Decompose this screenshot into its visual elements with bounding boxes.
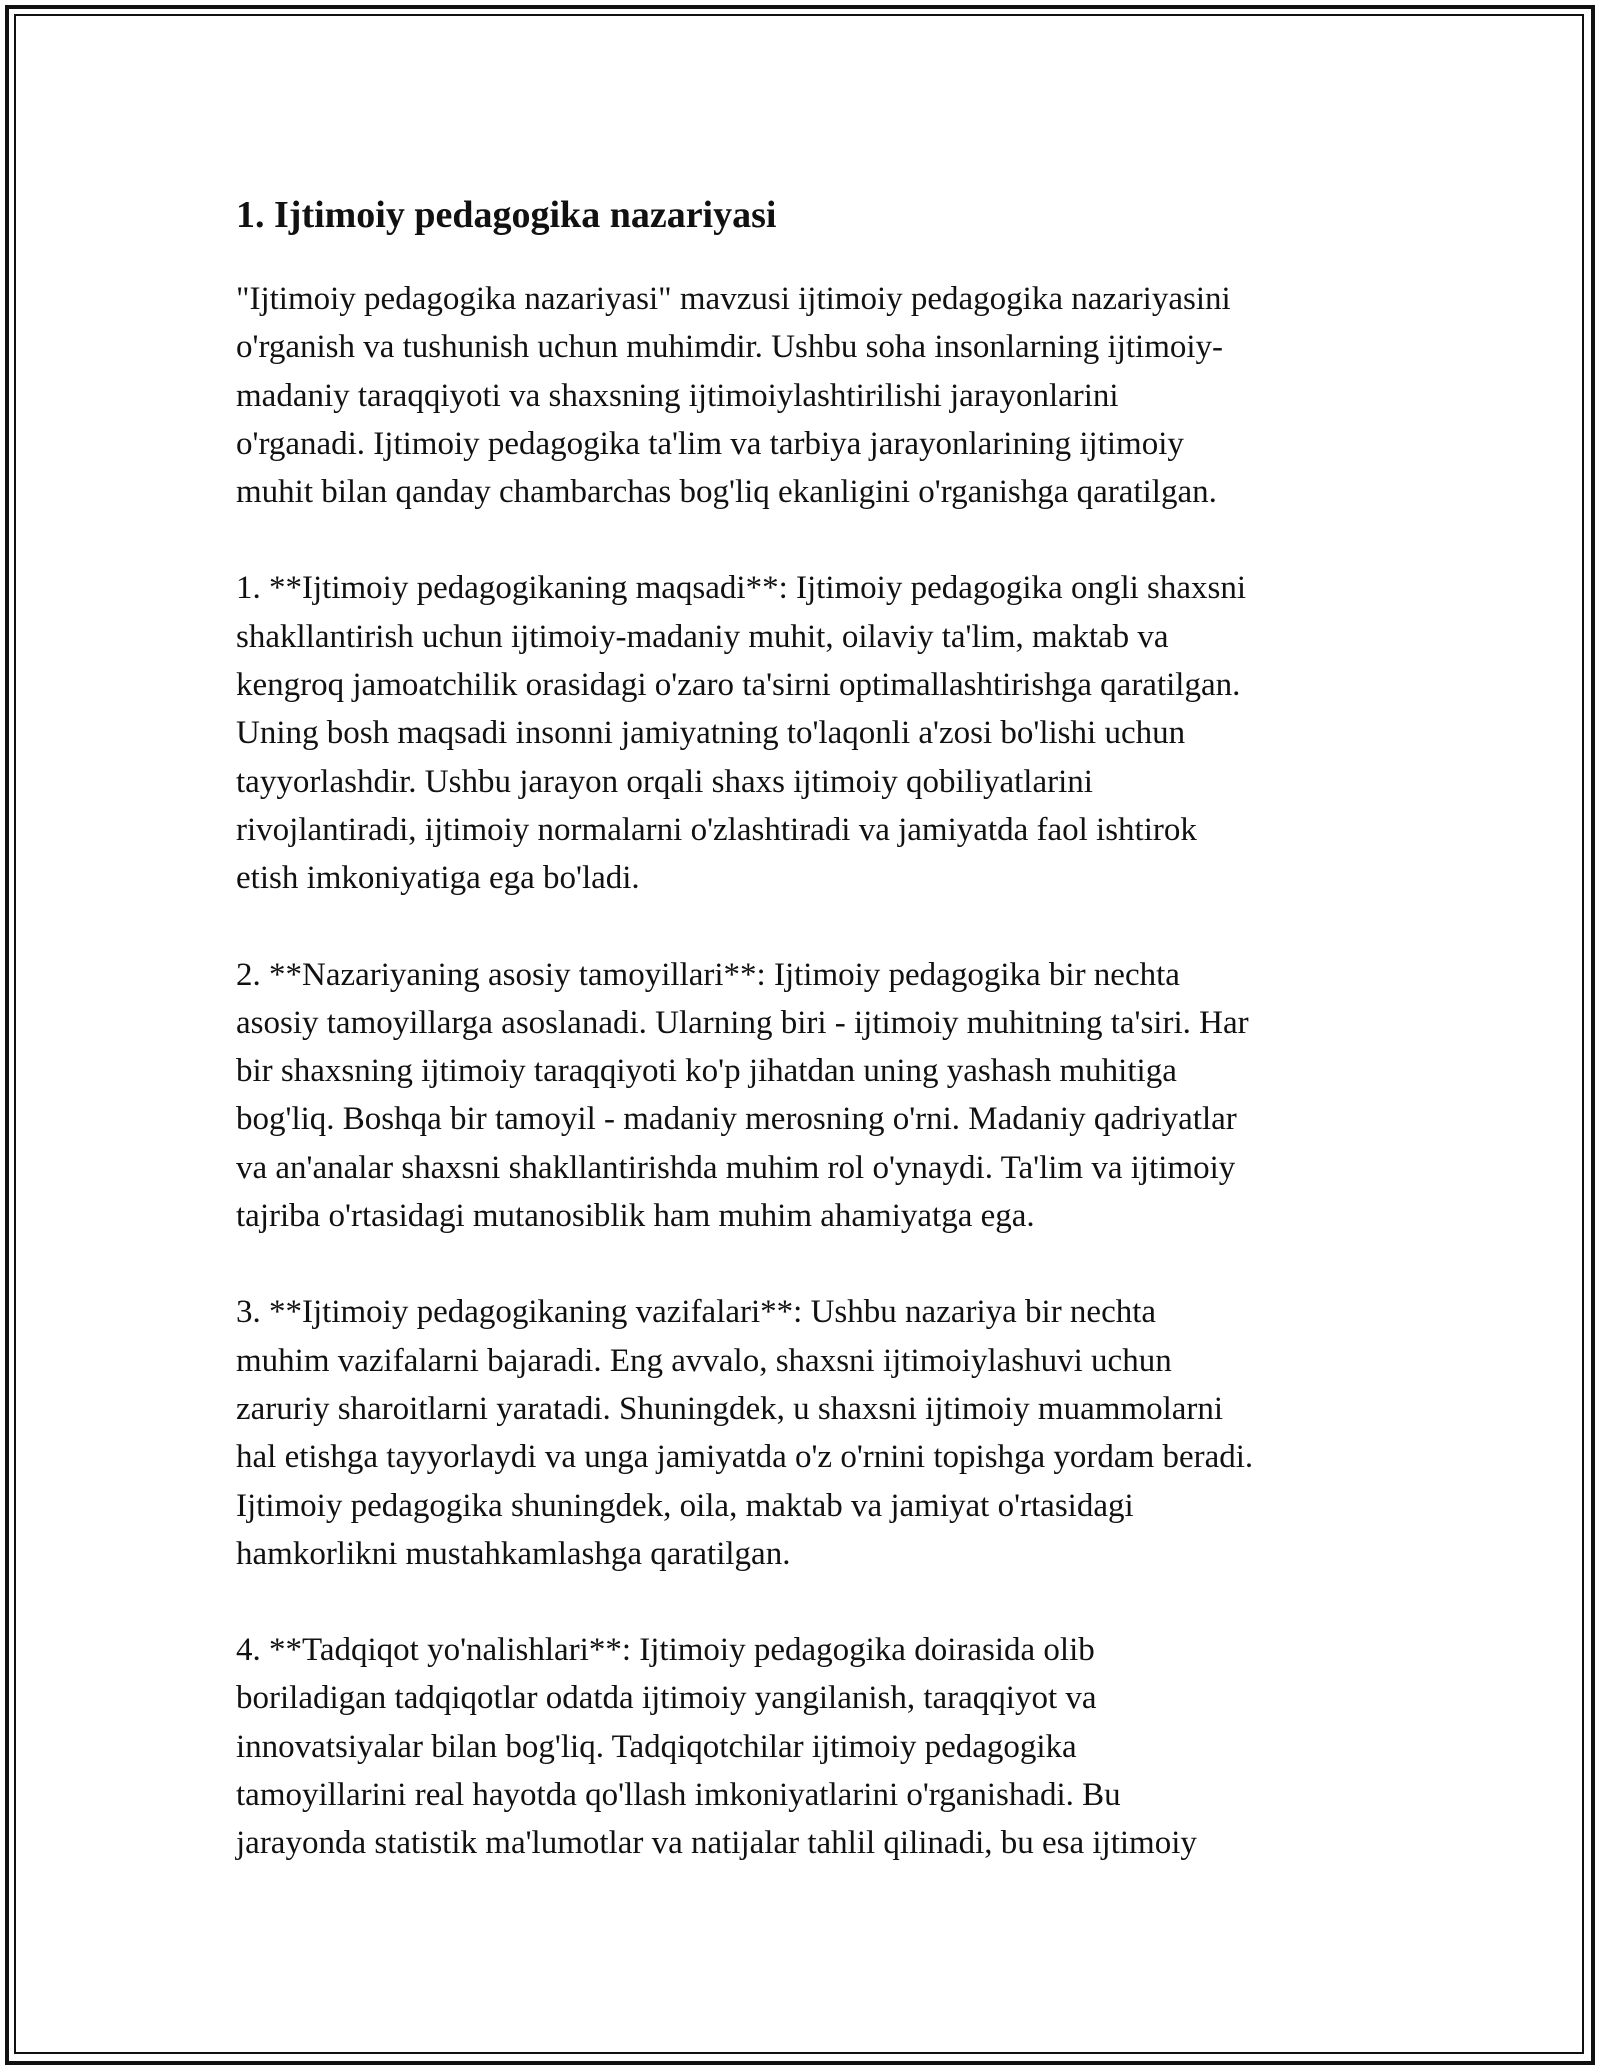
text-line: boriladigan tadqiqotlar odatda ijtimoiy yangilanish, taraqqiyot va [236,1680,1097,1717]
section-2-paragraph [236,951,1376,1241]
text-line: shakllantirish uchun ijtimoiy-madaniy muhit, oilaviy ta'lim, maktab va [236,618,1169,655]
text-line: rivojlantiradi, ijtimoiy normalarni o'zlashtiradi va jamiyatda faol ishtirok [236,811,1197,848]
document-title: 1. Ijtimoiy pedagogika nazariyasi [236,194,777,236]
section-4-paragraph [236,1626,1376,1867]
document-body [236,185,1376,1916]
text-line: hamkorlikni mustahkamlashga qaratilgan. [236,1535,791,1572]
text-line: asosiy tamoyillarga asoslanadi. Ularning biri - ijtimoiy muhitning ta'siri. Har [236,1004,1249,1041]
text-line: zaruriy sharoitlarni yaratadi. Shuningdek, u shaxsni ijtimoiy muammolarni [236,1390,1224,1427]
text-line: o'rganadi. Ijtimoiy pedagogika ta'lim va tarbiya jarayonlarining ijtimoiy [236,425,1184,462]
text-line: bir shaxsning ijtimoiy taraqqiyoti ko'p jihatdan uning yashash muhitiga [236,1053,1177,1090]
text-line: hal etishga tayyorlaydi va unga jamiyatda o'z o'rnini topishga yordam beradi. [236,1439,1254,1476]
text-line: tayyorlashdir. Ushbu jarayon orqali shaxs ijtimoiy qobiliyatlarini [236,763,1093,800]
text-line: kengroq jamoatchilik orasidagi o'zaro ta'sirni optimallashtirishga qaratilgan. [236,667,1241,704]
text-line: bog'liq. Boshqa bir tamoyil - madaniy merosning o'rni. Madaniy qadriyatlar [236,1101,1237,1138]
text-line: tamoyillarini real hayotda qo'llash imkoniyatlarini o'rganishadi. Bu [236,1777,1121,1814]
text-line: "Ijtimoiy pedagogika nazariyasi" mavzusi ijtimoiy pedagogika nazariyasini [236,281,1231,317]
text-line: tajriba o'rtasidagi mutanosiblik ham muhim ahamiyatga ega. [236,1198,1035,1235]
intro-paragraph [236,275,1376,516]
text-line: innovatsiyalar bilan bog'liq. Tadqiqotchilar ijtimoiy pedagogika [236,1728,1077,1765]
section-1-paragraph [236,564,1376,902]
text-line: 4. **Tadqiqot yo'nalishlari**: Ijtimoiy pedagogika doirasida olib [236,1632,1095,1669]
text-line: jarayonda statistik ma'lumotlar va natijalar tahlil qilinadi, bu esa ijtimoiy [236,1825,1197,1862]
text-line: o'rganish va tushunish uchun muhimdir. Ushbu soha insonlarning ijtimoiy- [236,329,1224,366]
text-line: 3. **Ijtimoiy pedagogikaning vazifalari**: Ushbu nazariya bir nechta [236,1294,1157,1331]
text-line: Uning bosh maqsadi insonni jamiyatning to'laqonli a'zosi bo'lishi uchun [236,715,1186,752]
text-line: muhit bilan qanday chambarchas bog'liq ekanligini o'rganishga qaratilgan. [236,474,1217,511]
text-line: madaniy taraqqiyoti va shaxsning ijtimoiylashtirilishi jarayonlarini [236,377,1119,414]
text-line: 1. **Ijtimoiy pedagogikaning maqsadi**: Ijtimoiy pedagogika ongli shaxsni [236,570,1247,607]
text-line: Ijtimoiy pedagogika shuningdek, oila, maktab va jamiyat o'rtasidagi [236,1487,1134,1524]
text-line: 2. **Nazariyaning asosiy tamoyillari**: Ijtimoiy pedagogika bir nechta [236,956,1180,993]
section-3-paragraph [236,1288,1376,1578]
text-line: va an'analar shaxsni shakllantirishda muhim rol o'ynaydi. Ta'lim va ijtimoiy [236,1149,1236,1186]
text-line: etish imkoniyatiga ega bo'ladi. [236,860,640,897]
text-line: muhim vazifalarni bajaradi. Eng avvalo, shaxsni ijtimoiylashuvi uchun [236,1342,1172,1379]
